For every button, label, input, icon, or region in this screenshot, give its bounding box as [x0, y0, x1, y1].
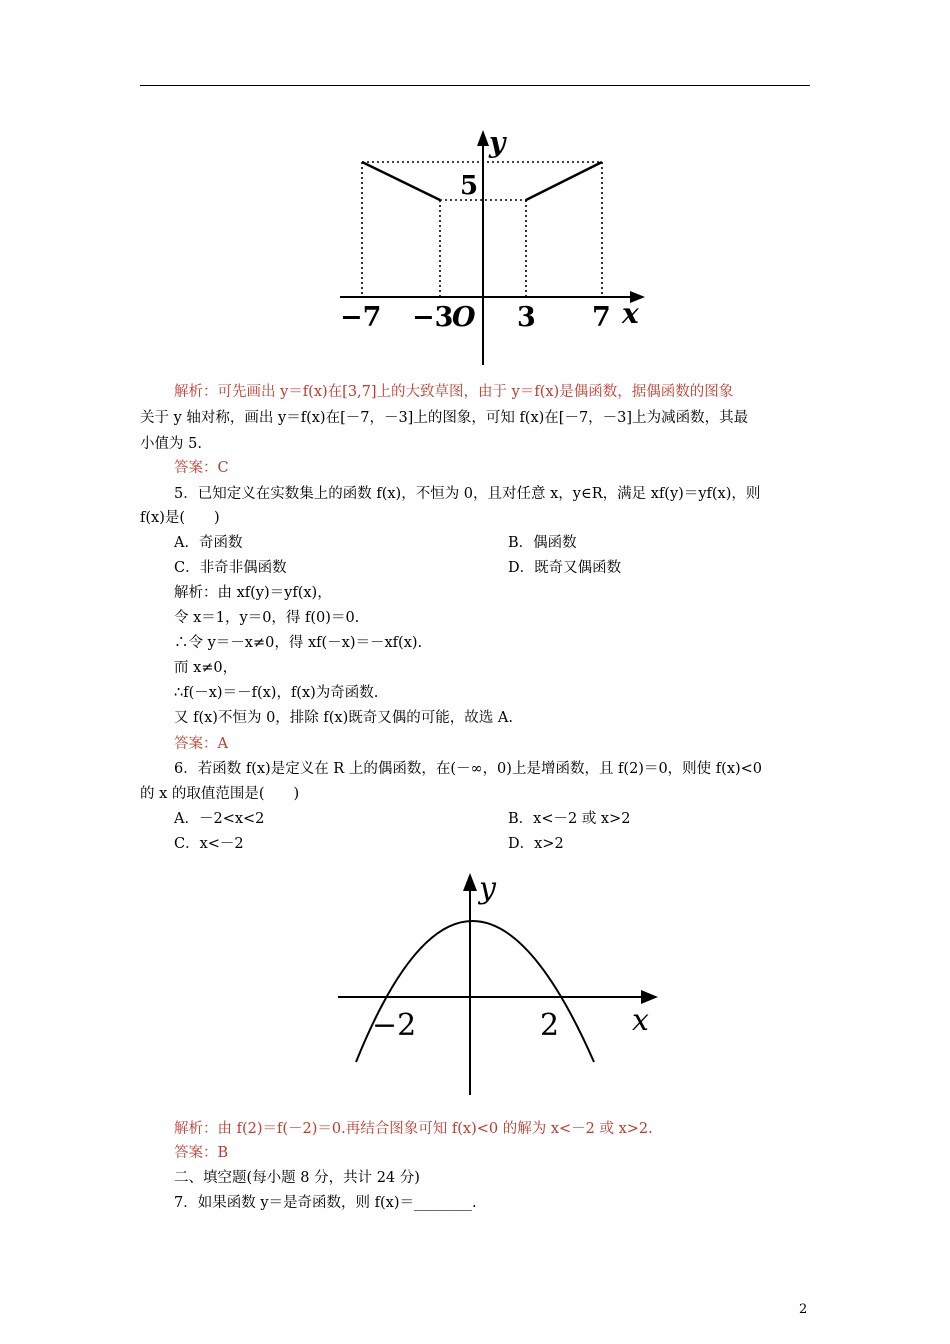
q6-solution — [174, 1119, 653, 1139]
sol4-line3: 小值为 5. — [140, 436, 202, 452]
tick-label-neg7: −7 — [340, 302, 382, 333]
q6-option-c: C．x<－2 — [174, 836, 244, 852]
graph-right-segment — [526, 162, 602, 200]
tick-label-neg3: −3 — [412, 302, 454, 333]
q5-solution-1: 解析：由 xf(y)＝yf(x)， — [174, 585, 332, 601]
q6-s1: 解析：由 f(2)＝f(－2)＝0.再结合图象可知 f(x)<0 的解为 x<－2 或 x>2. — [174, 1121, 653, 1137]
q5-option-b: B．偶函数 — [508, 535, 577, 551]
q5-solution-2: 令 x＝1，y＝0，得 f(0)＝0. — [174, 610, 360, 626]
x-axis-label: x — [632, 1003, 649, 1038]
x-axis-arrow-icon — [641, 990, 658, 1004]
sol4-line2: 关于 y 轴对称，画出 y＝f(x)在[－7，－3]上的图象，可知 f(x)在[－7，－3]上为减函数，其最 — [140, 410, 749, 426]
y-axis-label: y — [479, 871, 496, 906]
sol4-line1 — [174, 382, 733, 402]
header-rule — [140, 85, 810, 86]
page-number: 2 — [799, 1302, 808, 1317]
q5-solution-4: 而 x≠0， — [174, 660, 238, 676]
q5-option-a: A．奇函数 — [174, 535, 243, 551]
q5-solution-5: ∴f(－x)＝－f(x)，f(x)为奇函数. — [174, 685, 379, 701]
figure-2-graph — [330, 865, 670, 1100]
q7-line: 7．如果函数 y＝是奇函数，则 f(x)＝________. — [174, 1195, 477, 1211]
figure-1-graph — [330, 125, 660, 370]
q5-option-c: C．非奇非偶函数 — [174, 560, 287, 576]
q6-option-a: A．－2<x<2 — [174, 811, 265, 827]
y-axis-arrow-icon — [463, 873, 477, 891]
tick-label-7: 7 — [592, 302, 611, 333]
y-axis-arrow-icon — [477, 130, 489, 146]
q5-solution-6: 又 f(x)不恒为 0，排除 f(x)既奇又偶的可能，故选 A. — [174, 710, 513, 726]
q5-solution-3: ∴令 y＝－x≠0，得 xf(－x)＝－xf(x). — [174, 635, 423, 651]
tick-label-neg2: −2 — [372, 1008, 417, 1043]
section-2-heading: 二、填空题(每小题 8 分，共计 24 分) — [174, 1170, 420, 1186]
origin-label: O — [452, 302, 476, 333]
x-axis-label: x — [622, 297, 639, 330]
level-label-5: 5 — [460, 171, 479, 201]
q5-option-d: D．既奇又偶函数 — [508, 560, 622, 576]
sol4-l1: 解析：可先画出 y＝f(x)在[3,7]上的大致草图，由于 y＝f(x)是偶函数，据偶函数的图象 — [174, 384, 734, 400]
q5-line2: f(x)是( ) — [140, 510, 220, 526]
sol4-answer: 答案：C — [174, 460, 229, 476]
tick-label-2: 2 — [540, 1008, 560, 1043]
q6-option-d: D．x>2 — [508, 836, 564, 852]
q6-answer: 答案：B — [174, 1145, 229, 1161]
y-axis-label: y — [489, 126, 506, 159]
q6-line2: 的 x 的取值范围是( ) — [140, 786, 300, 802]
q5-answer: 答案：A — [174, 736, 228, 752]
q6-option-b: B．x<－2 或 x>2 — [508, 811, 631, 827]
tick-label-3: 3 — [517, 302, 536, 333]
q6-line1: 6．若函数 f(x)是定义在 R 上的偶函数，在(－∞，0)上是增函数，且 f(2)＝0，则使 f(x)<0 — [174, 761, 763, 777]
graph-left-segment — [362, 162, 440, 200]
q5-line1: 5．已知定义在实数集上的函数 f(x)，不恒为 0，且对任意 x，y∈R，满足 xf(y)＝yf(x)，则 — [174, 486, 761, 502]
